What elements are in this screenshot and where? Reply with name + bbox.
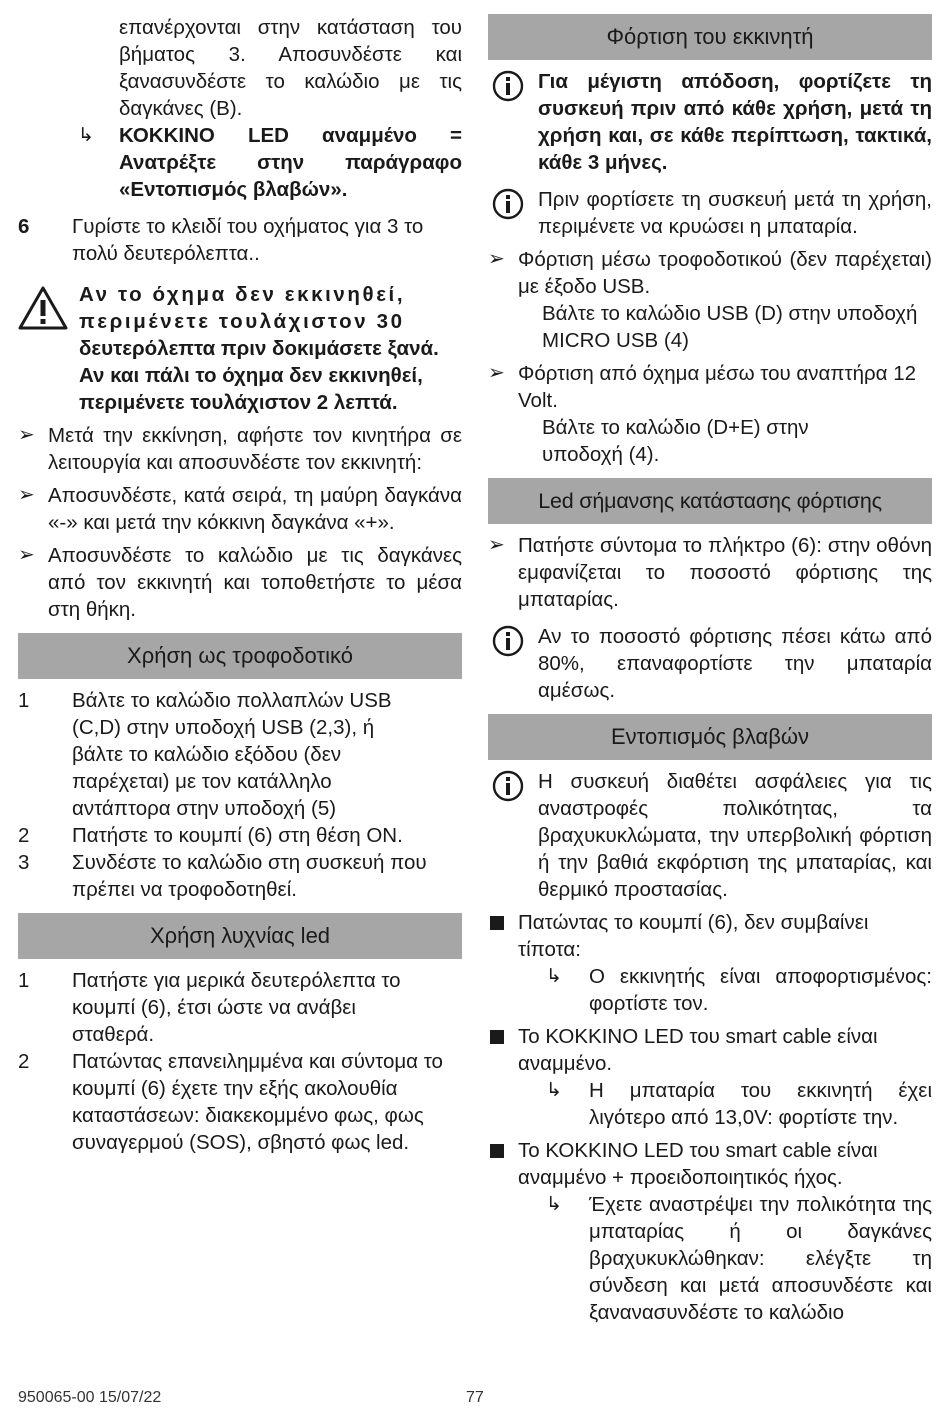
info-text: Αν το ποσοστό φόρτισης πέσει κάτω από 80%, επαναφορτίστε την μπαταρία αμέσως. bbox=[538, 625, 932, 702]
trouble-result bbox=[488, 1077, 932, 1131]
result-arrow-icon: ↳ bbox=[546, 1194, 562, 1215]
result-arrow-icon: ↳ bbox=[78, 125, 94, 146]
continuation-result bbox=[18, 122, 462, 203]
result-arrow-icon: ↳ bbox=[546, 1080, 562, 1101]
list-item-text: Αποσυνδέστε, κατά σειρά, τη μαύρη δαγκάνα «-» και μετά την κόκκινη δαγκάνα «+». bbox=[48, 484, 462, 534]
section-header-troubleshooting: Εντοπισμός βλαβών bbox=[488, 714, 932, 760]
info-icon bbox=[492, 770, 524, 802]
list-item-subtext: Βάλτε το καλώδιο USB (D) στην υποδοχή MICRO USB (4) bbox=[542, 302, 918, 352]
lamp-step-1 bbox=[18, 967, 462, 1048]
footer-document-code: 950065-00 15/07/22 bbox=[18, 1389, 162, 1406]
warning-line-1: Αν το όχημα δεν εκκινηθεί, bbox=[79, 283, 406, 306]
info-text: Πριν φορτίσετε τη συσκευή μετά τη χρήση, περιμένετε να κρυώσει η μπαταρία. bbox=[538, 188, 932, 238]
square-bullet-icon bbox=[490, 1144, 504, 1158]
step-number: 1 bbox=[18, 689, 30, 712]
list-item bbox=[18, 422, 462, 476]
bullet-icon: ➢ bbox=[488, 362, 505, 384]
section-header-powerbank: Χρήση ως τροφοδοτικό bbox=[18, 633, 462, 679]
warning-text: δευτερόλεπτα πριν δοκιμάσετε ξανά. Αν και πάλι το όχημα δεν εκκινηθεί, περιμένετε τουλάχιστον 2 λεπτά. bbox=[79, 337, 439, 414]
list-item-subtext: Βάλτε το καλώδιο (D+E) στην υποδοχή (4). bbox=[542, 416, 809, 466]
info-text: Η συσκευή διαθέτει ασφάλειες για τις αναστροφές πολικότητας, τα βραχυκυκλώματα, την υπερβολική φόρτιση ή την βαθιά εκφόρτιση της μπαταρίας, και θερμικό προστασίας. bbox=[538, 770, 932, 901]
bullet-icon: ➢ bbox=[18, 544, 35, 566]
info-block bbox=[488, 186, 932, 240]
list-item-text: Φόρτιση μέσω τροφοδοτικού (δεν παρέχεται) με έξοδο USB. bbox=[518, 248, 932, 298]
result-arrow-icon: ↳ bbox=[546, 966, 562, 987]
trouble-result bbox=[488, 963, 932, 1017]
bullet-icon: ➢ bbox=[488, 534, 505, 556]
info-icon bbox=[492, 625, 524, 657]
list-item bbox=[488, 360, 932, 468]
step-6 bbox=[18, 213, 462, 267]
step-number: 2 bbox=[18, 1050, 30, 1073]
info-block bbox=[488, 768, 932, 903]
trouble-text: Το ΚΟΚΚΙΝΟ LED του smart cable είναι αναμμένο + προειδοποιητικός ήχος. bbox=[518, 1139, 878, 1189]
info-icon bbox=[492, 70, 524, 102]
right-column bbox=[488, 14, 932, 1326]
trouble-result-text: Έχετε αναστρέψει την πολικότητα της μπαταρίας ή οι δαγκάνες βραχυκυκλώθηκαν: ελέγξτε τη σύνδεση και μετά αποσυνδέστε και ξανανασυνδέστε το καλώδιο bbox=[589, 1193, 932, 1324]
trouble-text: Το ΚΟΚΚΙΝΟ LED του smart cable είναι αναμμένο. bbox=[518, 1025, 878, 1075]
step-text: Πατήστε για μερικά δευτερόλεπτα το κουμπί (6), έτσι ώστε να ανάβει σταθερά. bbox=[72, 969, 401, 1046]
trouble-result-text: Ο εκκινητής είναι αποφορτισμένος: φορτίστε τον. bbox=[589, 965, 932, 1015]
trouble-item bbox=[488, 1023, 932, 1131]
list-item bbox=[488, 246, 932, 354]
step-number: 1 bbox=[18, 969, 30, 992]
footer-page-number: 77 bbox=[466, 1389, 484, 1406]
section-header-lamp: Χρήση λυχνίας led bbox=[18, 913, 462, 959]
powerbank-step-2 bbox=[18, 822, 462, 849]
square-bullet-icon bbox=[490, 916, 504, 930]
trouble-item bbox=[488, 1137, 932, 1326]
list-item-text: Φόρτιση από όχημα μέσω του αναπτήρα 12 Volt. bbox=[518, 362, 917, 412]
step-number: 6 bbox=[18, 215, 30, 238]
continuation-text: επανέρχονται στην κατάσταση του βήματος 3. Αποσυνδέστε και ξανασυνδέστε το καλώδιο με τις δαγκάνες (B). bbox=[119, 16, 462, 120]
list-item-text: Μετά την εκκίνηση, αφήστε τον κινητήρα σε λειτουργία και αποσυνδέστε τον εκκινητή: bbox=[48, 424, 462, 474]
bullet-icon: ➢ bbox=[18, 484, 35, 506]
continuation-result-text: ΚΟΚΚΙΝΟ LED αναμμένο = Ανατρέξτε στην παράγραφο «Εντοπισμός βλαβών». bbox=[119, 124, 462, 201]
step-number: 2 bbox=[18, 824, 30, 847]
step-text: Βάλτε το καλώδιο πολλαπλών USB (C,D) στην υποδοχή USB (2,3), ή βάλτε το καλώδιο εξόδου (δεν παρέχεται) με τον κατάλληλο αντάπτορα στην υποδοχή (5) bbox=[72, 689, 392, 820]
trouble-item bbox=[488, 909, 932, 1017]
info-block bbox=[488, 623, 932, 704]
step-text: Συνδέστε το καλώδιο στη συσκευή που πρέπει να τροφοδοτηθεί. bbox=[72, 851, 427, 901]
lamp-step-2 bbox=[18, 1048, 462, 1156]
step-text: Πατήστε το κουμπί (6) στη θέση ON. bbox=[72, 824, 403, 847]
trouble-result bbox=[488, 1191, 932, 1326]
list-item-text: Αποσυνδέστε το καλώδιο με τις δαγκάνες από τον εκκινητή και τοποθετήστε το μέσα στη θήκη. bbox=[48, 544, 462, 621]
powerbank-step-3 bbox=[18, 849, 462, 903]
square-bullet-icon bbox=[490, 1030, 504, 1044]
trouble-result-text: Η μπαταρία του εκκινητή έχει λιγότερο από 13,0V: φορτίστε την. bbox=[589, 1079, 932, 1129]
list-item bbox=[18, 482, 462, 536]
list-item bbox=[488, 532, 932, 613]
list-item-text: Πατήστε σύντομα το πλήκτρο (6): στην οθόνη εμφανίζεται το ποσοστό φόρτισης της μπαταρίας. bbox=[518, 534, 932, 611]
trouble-text: Πατώντας το κουμπί (6), δεν συμβαίνει τίποτα: bbox=[518, 911, 869, 961]
step-text: Πατώντας επανειλημμένα και σύντομα το κουμπί (6) έχετε την εξής ακολουθία καταστάσεων: διακεκομμένο φως, φως συναγερμού (SOS), σβηστό φως led. bbox=[72, 1050, 443, 1154]
info-text: Για μέγιστη απόδοση, φορτίζετε τη συσκευή πριν από κάθε χρήση, μετά τη χρήση και, σε κάθε περίπτωση, τακτικά, κάθε 3 μήνες. bbox=[538, 70, 932, 174]
step-text: Γυρίστε το κλειδί του οχήματος για 3 το πολύ δευτερόλεπτα.. bbox=[72, 215, 424, 265]
section-header-charging: Φόρτιση του εκκινητή bbox=[488, 14, 932, 60]
info-block bbox=[488, 68, 932, 176]
powerbank-step-1 bbox=[18, 687, 462, 822]
section-header-led: Led σήμανσης κατάστασης φόρτισης bbox=[488, 478, 932, 524]
warning-triangle-icon bbox=[18, 285, 68, 331]
warning-line-2: περιμένετε τουλάχιστον 30 bbox=[79, 310, 405, 333]
list-item bbox=[18, 542, 462, 623]
step-number: 3 bbox=[18, 851, 30, 874]
info-icon bbox=[492, 188, 524, 220]
bullet-icon: ➢ bbox=[488, 248, 505, 270]
warning-block bbox=[18, 281, 462, 416]
bullet-icon: ➢ bbox=[18, 424, 35, 446]
left-column bbox=[18, 14, 462, 1156]
